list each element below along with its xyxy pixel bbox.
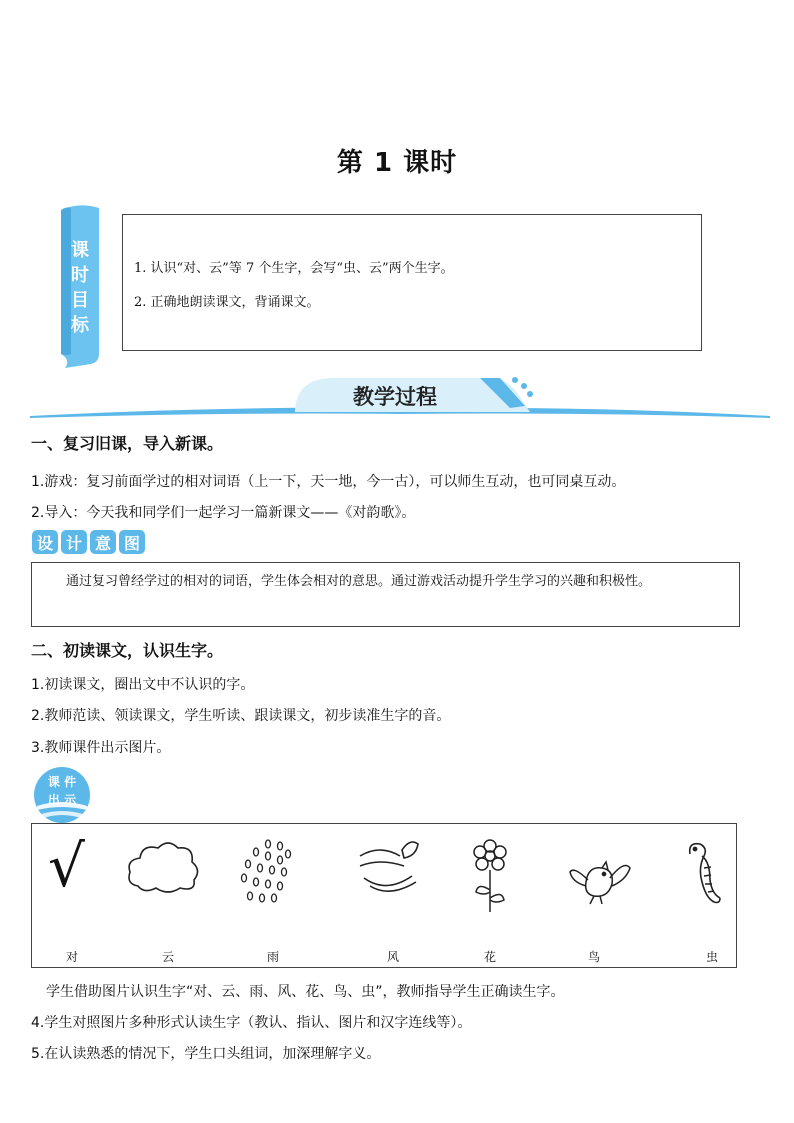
section1-heading: 一、复习旧课，导入新课。 (31, 434, 224, 453)
objective-item-1: 1. 认识“对、云”等 7 个生字，会写“虫、云”两个生字。 (134, 261, 454, 276)
section2-item-2: 2.教师范读、领读课文，学生听读、跟读课文，初步读准生字的音。 (31, 708, 451, 724)
picture-caption: 鸟 (588, 950, 601, 964)
badge-char: 计 (61, 530, 87, 554)
cloud-icon (124, 838, 202, 896)
picture-caption: 虫 (706, 950, 719, 964)
objectives-box (122, 214, 702, 351)
design-intent-badge (32, 530, 145, 554)
courseware-label-line2: 出 示 (47, 793, 77, 807)
flower-icon (470, 838, 510, 916)
worm-icon (680, 840, 722, 908)
section1-item-1: 1.游戏：复习前面学过的相对词语（上一下，天一地，今一古），可以师生互动，也可同桌互动。 (31, 474, 626, 490)
badge-char: 图 (119, 530, 145, 554)
section1-item-2: 2.导入：今天我和同学们一起学习一篇新课文——《对韵歌》。 (31, 505, 416, 521)
ribbon-char: 标 (71, 315, 89, 336)
section2-after-text: 学生借助图片认识生字“对、云、雨、风、花、鸟、虫”，教师指导学生正确读生字。 (46, 984, 565, 1000)
checkmark-icon: √ (48, 832, 85, 900)
courseware-badge-label (33, 773, 91, 809)
ribbon-char: 时 (71, 265, 89, 286)
badge-char: 意 (90, 530, 116, 554)
ribbon-char: 目 (71, 290, 89, 311)
picture-caption: 对 (66, 950, 79, 964)
section2-item-1: 1.初读课文，圈出文中不认识的字。 (31, 677, 255, 693)
picture-caption: 花 (484, 950, 497, 964)
objective-item-2: 2. 正确地朗读课文，背诵课文。 (134, 295, 320, 310)
rain-icon (238, 838, 296, 906)
picture-caption: 雨 (267, 950, 280, 964)
teaching-process-label: 教学过程 (353, 385, 437, 409)
picture-caption: 云 (162, 950, 175, 964)
ribbon-char: 课 (71, 240, 89, 261)
bird-icon (566, 852, 632, 908)
badge-char: 设 (32, 530, 58, 554)
page-title: 第 1 课时 (336, 148, 458, 178)
section2-item-3: 3.教师课件出示图片。 (31, 740, 171, 756)
wind-icon (356, 836, 424, 900)
design-intent-text: 通过复习曾经学过的相对的词语，学生体会相对的意思。通过游戏活动提升学生学习的兴趣和积极性。 (66, 574, 652, 589)
section2-heading: 二、初读课文，认识生字。 (31, 641, 224, 660)
courseware-label-line1: 课 件 (47, 775, 77, 789)
picture-caption: 风 (387, 950, 400, 964)
objectives-ribbon-label (57, 238, 103, 338)
section2-item-5: 5.在认读熟悉的情况下，学生口头组词，加深理解字义。 (31, 1046, 381, 1062)
section2-item-4: 4.学生对照图片多种形式认读生字（教认、指认、图片和汉字连线等）。 (31, 1015, 472, 1031)
